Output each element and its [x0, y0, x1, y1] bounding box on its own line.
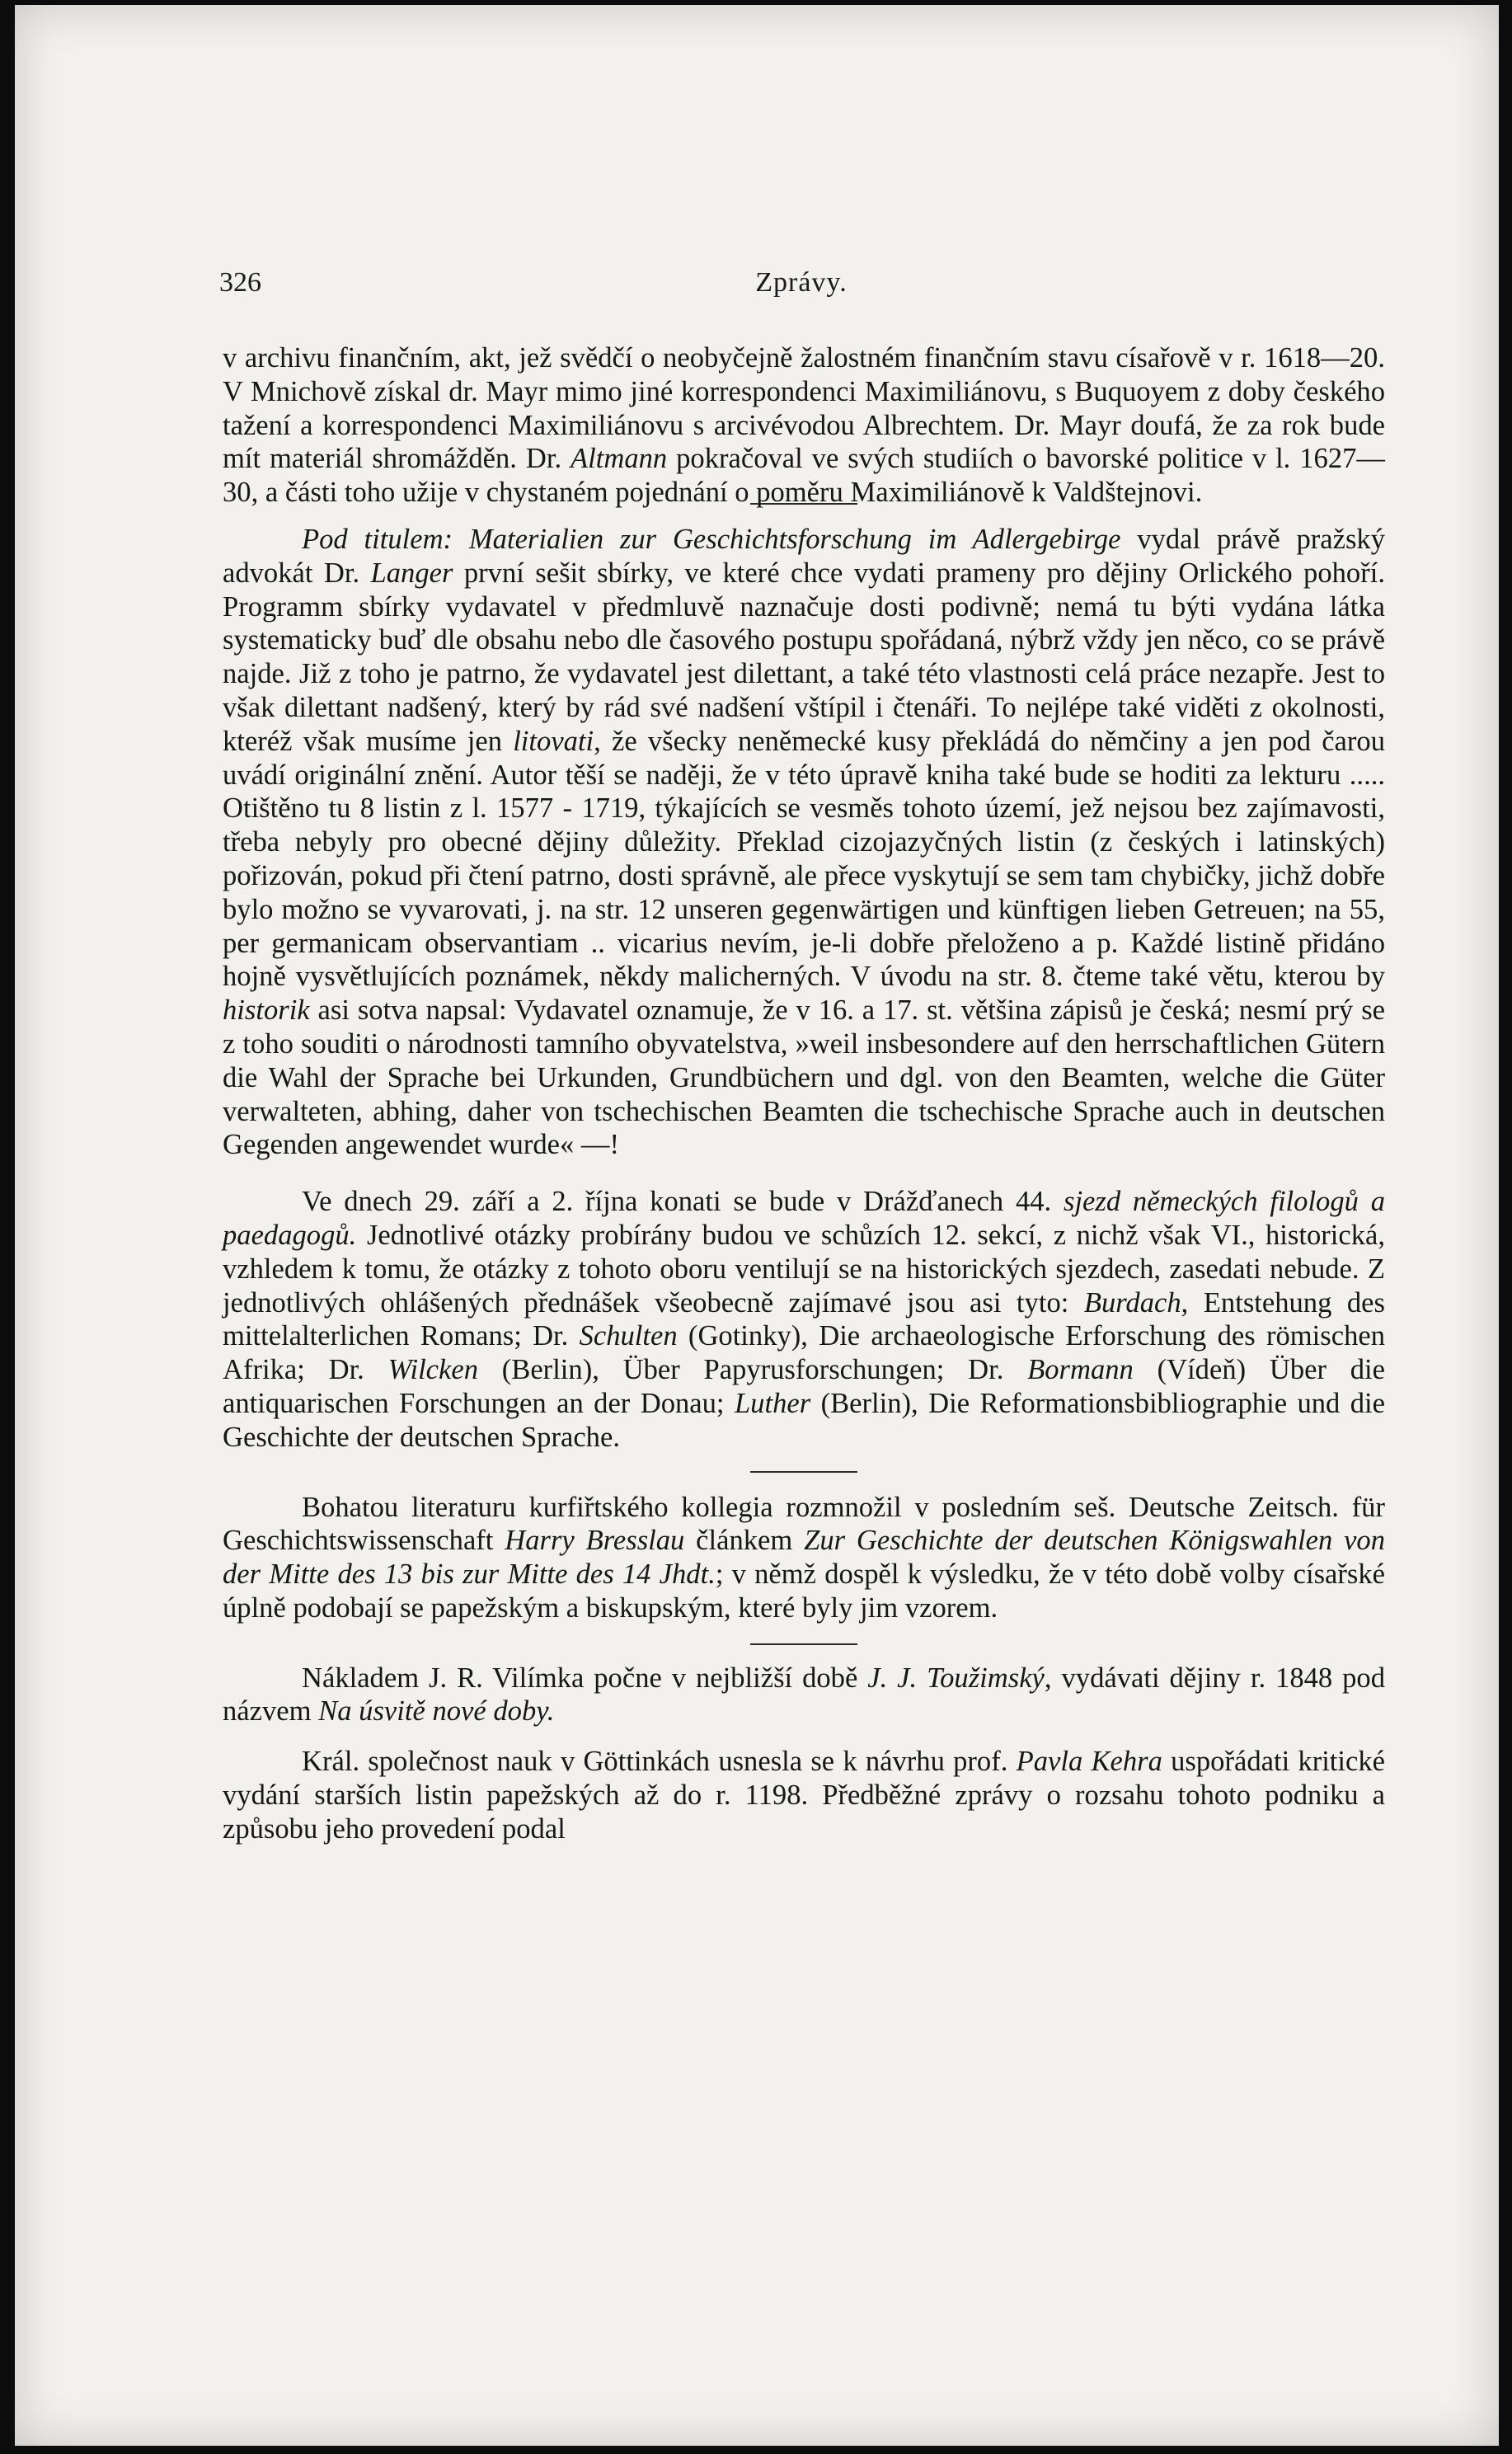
text-run: asi sotva napsal: Vydavatel oznamuje, že v 16. a 17. st. většina zápisů je česká; nesmí prý se z toho souditi o národnosti tamního obyvatelstva, »weil insbesondere auf den herrschaftlichen Gütern die Wahl der Sprache bei Urkunden, Grundbüchern und dgl. von den Beamten, welche die Güter verwalteten, abhing, daher von tschechischen Beamten die tschechische Sprache auch in deutschen Gegenden angewendet wurde« —! [223, 994, 1385, 1161]
text-run: Ve dnech 29. září a 2. října konati se bude v Drážďanech 44. [302, 1186, 1064, 1218]
text-run: , že všecky neněmecké kusy překládá do němčiny a jen pod čarou uvádí originální znění. Autor těší se naději, že v této úpravě kniha také bude se hoditi za lekturu ..... Otištěno tu 8 listin z l. 1577 - 1719, týkajících se vesměs tohoto území, jež nejsou bez zajímavosti, třeba nebyly pro obecné dějiny důležity. Překlad cizojazyčných listin (z českých i latinských) pořizován, pokud při čtení patrno, dosti správně, ale přece vyskytují se sem tam chybičky, jichž dobře bylo možno se vyvarovati, j. na str. 12 unseren gegenwärtigen und künftigen lieben Getreuen; na 55, per germanicam observantiam .. vicarius nevím, je-li dobře přeloženo a p. Každé listině přidáno hojně vysvětlujících poznámek, někdy malicherných. V úvodu na str. 8. čteme také větu, kterou by [223, 725, 1385, 993]
text-run: , Entstehung des mittelalterlichen Romans; Dr. [223, 1286, 1385, 1352]
page-number: 326 [219, 267, 261, 298]
italic-run: historik [223, 994, 310, 1027]
italic-run: Pavla Kehra [1016, 1746, 1162, 1778]
text-run: v archivu finančním, akt, jež svědčí o neobyčejně žalostném finančním stavu císařově v r. 1618—20. V Mnichově získal dr. Mayr mimo jiné korrespondenci Maximiliánovu, s Buquoyem z doby českého tažení a korrespondenci Maximiliánovu s arcivévodou Albrechtem. Dr. Mayr doufá, že za rok bude mít materiál shromážděn. Dr. [223, 342, 1385, 475]
paragraph-kurfursten [223, 1491, 1385, 1625]
italic-run: Na úsvitě nové doby. [318, 1695, 555, 1728]
text-run: uspořádati kritické vydání starších listin papežských až do r. 1198. Předběžné zprávy o rozsahu tohoto podniku a způsobu jeho provedení podal [223, 1746, 1386, 1845]
italic-run: J. J. Toužimský [867, 1662, 1045, 1694]
italic-run: Zur Geschichte der deutschen Königswahlen von der Mitte des 13 bis zur Mitte des 14 Jhdt. [223, 1525, 1386, 1591]
body-text [223, 341, 1385, 1846]
italic-run: Langer [370, 557, 453, 589]
italic-run: Burdach [1083, 1286, 1181, 1319]
text-run: ; v němž dospěl k výsledku, že v této době volby císařské úplně podobají se papežským a biskupským, které byly jim vzorem. [223, 1558, 1385, 1624]
text-run: , vydávati dějiny r. 1848 pod názvem [223, 1662, 1386, 1728]
text-run: (Berlin), Über Papyrusforschungen; Dr. [478, 1354, 1028, 1386]
section-divider [750, 1471, 857, 1473]
paragraph-materialien [223, 523, 1385, 1162]
italic-run: Bormann [1027, 1354, 1134, 1386]
text-run: první sešit sbírky, ve které chce vydati prameny pro dějiny Orlického pohoří. Programm sbírky vydavatel v předmluvě naznačuje dosti podivně; nemá tu býti vydána látka systematicky buď dle obsahu nebo dle časového postupu spořádaná, nýbrž vždy jen něco, co se právě najde. Již z toho je patrno, že vydavatel jest dilettant, a také této vlastnosti celá práce nezapře. Jest to však dilettant nadšený, který by rád své nadšení vštípil i čtenáři. To nejlépe také viděti z okolnosti, kteréž však musíme jen [223, 557, 1385, 757]
italic-run: sjezd německých filologů a paedagogů. [223, 1186, 1385, 1251]
italic-run: Schulten [579, 1320, 678, 1352]
scanned-page [15, 5, 1499, 2446]
text-run: Král. společnost nauk v Göttinkách usnesla se k návrhu prof. [302, 1746, 1017, 1778]
italic-run: Pod titulem: Materialien zur Geschichtsforschung im Adlergebirge [302, 523, 1121, 555]
text-run: vydal právě pražský advokát Dr. [223, 523, 1386, 589]
page-header [219, 267, 1383, 317]
text-run: Jednotlivé otázky probírány budou ve schůzích 12. sekcí, z nichž však VI., historická, vzhledem k tomu, že otázky z tohoto oboru ventilují se na historických sjezdech, zasedati nebude. Z jednotlivých ohlášených přednášek všeobecně zajímavé jsou asi tyto: [223, 1219, 1385, 1319]
italic-run: Wilcken [387, 1354, 479, 1386]
paragraph-archive [223, 341, 1385, 510]
running-title: Zprávy. [755, 267, 848, 298]
italic-run: Altmann [571, 443, 668, 475]
paragraph-gottingen [223, 1745, 1385, 1845]
text-run: pokračoval ve svých studiích o bavorské politice v l. 1627—30, a části toho užije v chystaném pojednání o poměru Maximiliánově k Valdštejnovi. [223, 443, 1385, 509]
text-run: (Berlin), Die Reformationsbibliographie und die Geschichte der deutschen Sprache. [223, 1387, 1385, 1453]
text-run: článkem [684, 1525, 805, 1557]
text-run: (Gotinky), Die archaeologische Erforschung des römischen Afrika; Dr. [223, 1320, 1385, 1386]
paragraph-dresden [223, 1185, 1385, 1454]
italic-run: Luther [734, 1387, 811, 1419]
text-run: Bohatou literaturu kurfiřtského kollegia rozmnožil v posledním seš. Deutsche Zeitsch. für Geschichtswissenschaft [223, 1491, 1385, 1557]
paragraph-vilimek [223, 1662, 1385, 1729]
text-run: Nákladem J. R. Vilímka počne v nejbližší době [302, 1662, 868, 1694]
italic-run: Harry Bresslau [505, 1525, 685, 1557]
section-divider [750, 1643, 857, 1645]
text-run: (Vídeň) Über die antiquarischen Forschungen an der Donau; [223, 1354, 1385, 1419]
italic-run: litovati [513, 725, 594, 757]
